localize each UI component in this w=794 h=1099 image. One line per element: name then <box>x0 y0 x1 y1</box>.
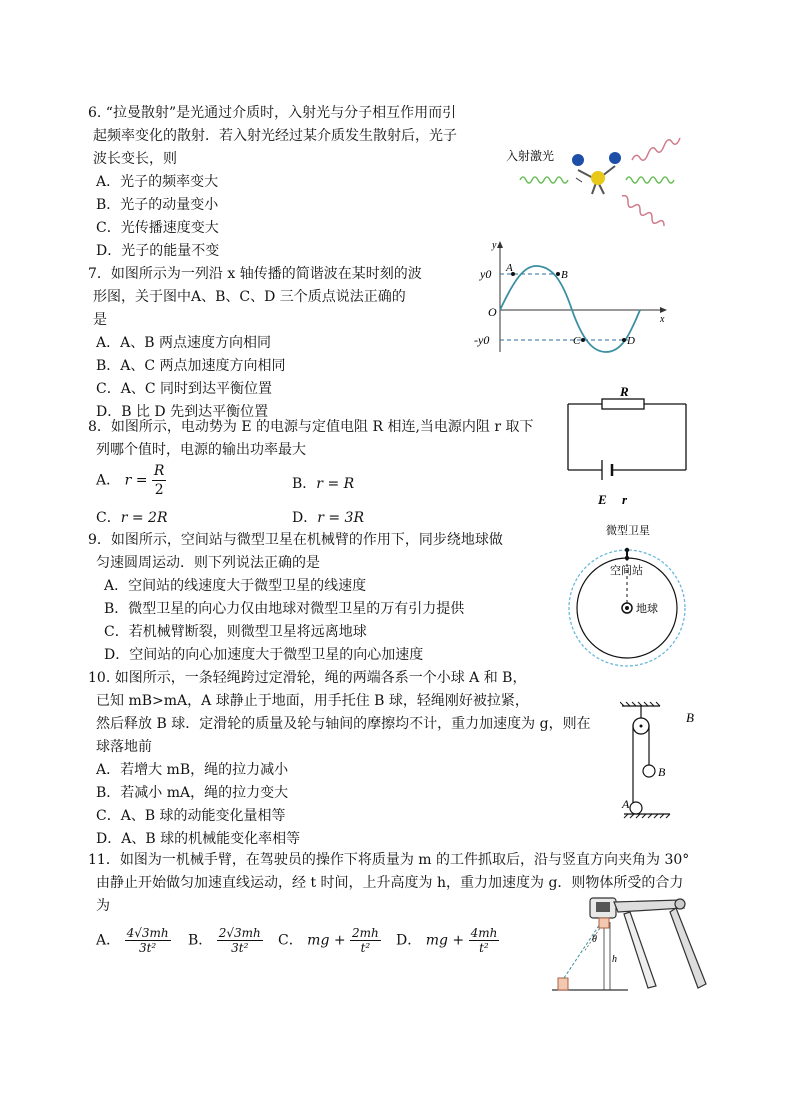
q11-option-d: D． mg + $\frac{4mh}{\text{t²}}$ <box>396 926 498 955</box>
label-b-side: B <box>686 710 694 725</box>
theta-label: θ <box>592 934 597 945</box>
q7-stem-line2: 形图，关于图中A、B、C、D 三个质点说法正确的 <box>93 289 406 305</box>
scattered-wave-straight <box>626 177 674 183</box>
point-d <box>622 338 626 342</box>
point-c <box>581 338 585 342</box>
q8-stem-line1: 8．如图所示，电动势为 E 的电源与定值电阻 R 相连,当电源内阻 r 取下 <box>88 419 534 435</box>
q9-orbit-figure <box>552 520 702 670</box>
incident-wave <box>520 177 568 183</box>
q8-circuit-figure <box>560 382 694 510</box>
q9-option-d: D．空间站的向心加速度大于微型卫星的向心加速度 <box>104 647 424 663</box>
wave-curve <box>500 266 640 352</box>
q6-stem-line1: 6. “拉曼散射”是光通过介质时，入射光与分子相互作用而引 <box>88 105 457 121</box>
q10-option-c: C．A、B 球的动能变化量相等 <box>96 808 286 824</box>
q10-stem-line2: 已知 mB>mA，A 球静止于地面，用手托住 B 球，轻绳刚好被拉紧， <box>96 693 529 709</box>
molecule-blue-left <box>572 154 584 166</box>
q6-stem-line2: 起频率变化的散射．若入射光经过某介质发生散射后，光子 <box>93 128 457 144</box>
earth-label: 地球 <box>636 603 658 615</box>
q10-stem-line3: 然后释放 B 球．定滑轮的质量及轮与轴间的摩擦均不计，重力加速度为 g，则在 <box>96 716 591 732</box>
q11-option-c: C． mg + $\frac{2mh}{\text{t²}}$ <box>278 926 379 955</box>
q6-option-a: A．光子的频率变大 <box>96 174 219 190</box>
q11-stem-line2: 由静止开始做匀加速直线运动，经 t 时间，上升高度为 h，重力加速度为 g．则物体所受的合力 <box>96 875 684 891</box>
ball-a <box>630 802 642 814</box>
q8-option-d: D．r = 3R <box>292 510 365 526</box>
x-axis-label: x <box>660 314 665 325</box>
satellite-dot <box>625 548 629 552</box>
q10-stem-line4: 球落地前 <box>96 739 152 755</box>
satellite-label: 微型卫星 <box>606 525 650 537</box>
scattered-wave-lower <box>622 196 664 226</box>
resistor <box>602 399 644 409</box>
h-label: h <box>612 954 617 965</box>
station-dot <box>625 556 629 560</box>
molecule-blue-right <box>609 152 621 164</box>
q7-stem-line1: 7．如图所示为一列沿 x 轴传播的简谐波在某时刻的波 <box>88 266 422 282</box>
molecule-yellow <box>591 171 605 185</box>
q6-stem-line3: 波长变长，则 <box>93 151 177 167</box>
q10-stem-line1: 10. 如图所示，一条轻绳跨过定滑轮，绳的两端各系一个小球 A 和 B， <box>88 670 527 686</box>
scattered-wave-upper <box>632 138 680 160</box>
label-a: A <box>506 262 513 274</box>
neg-y0-label: -y0 <box>474 333 490 347</box>
y0-label: y0 <box>480 267 492 281</box>
q6-figure-label: 入射激光 <box>506 149 555 163</box>
q9-option-a: A．空间站的线速度大于微型卫星的线速度 <box>104 578 367 594</box>
q7-option-d: D．B 比 D 先到达平衡位置 <box>96 404 269 420</box>
ball-b <box>643 765 655 777</box>
q10-option-b: B．若减小 mA，绳的拉力变大 <box>96 785 289 801</box>
workpiece-start <box>558 978 568 990</box>
label-b: B <box>658 765 666 779</box>
q10-pulley-figure <box>620 700 720 820</box>
q6-option-b: B．光子的动量变小 <box>96 197 219 213</box>
label-d: D <box>627 335 635 347</box>
q7-option-c: C．A、C 同时到达平衡位置 <box>96 381 272 397</box>
q10-option-d: D．A、B 球的机械能变化率相等 <box>96 831 301 847</box>
label-c: C <box>573 335 581 347</box>
q8-option-a-fraction: $\frac{R}{2}$ <box>153 463 165 498</box>
q8-option-a: A． r = $\frac{R}{2}$ <box>96 463 165 498</box>
point-b <box>556 272 560 276</box>
q11-robot-arm-figure <box>548 892 718 994</box>
q6-option-d: D．光子的能量不变 <box>96 243 220 259</box>
q9-stem-line2: 匀速圆周运动．则下列说法正确的是 <box>96 555 320 571</box>
q11-option-a: A． $\frac{4√3mh}{\text{3t²}}$ <box>96 926 169 955</box>
q9-option-b: B．微型卫星的向心力仅由地球对微型卫星的万有引力提供 <box>104 601 465 617</box>
q8-stem-line2: 列哪个值时，电源的输出功率最大 <box>96 442 306 458</box>
q7-option-a: A．A、B 两点速度方向相同 <box>96 335 271 351</box>
q7-wave-figure <box>472 238 672 356</box>
q10-option-a: A．若增大 mB，绳的拉力减小 <box>96 762 289 778</box>
q9-option-c: C．若机械臂断裂，则微型卫星将远离地球 <box>104 624 367 640</box>
station-label: 空间站 <box>610 565 643 577</box>
q11-stem-line1: 11．如图为一机械手臂，在驾驶员的操作下将质量为 m 的工件抓取后，沿与竖直方向夹角为 30° <box>88 852 690 868</box>
q8-option-c: C．r = 2R <box>96 510 168 526</box>
q11-stem-line3: 为 <box>96 898 110 914</box>
motion-path <box>564 918 604 978</box>
label-b: B <box>561 269 568 281</box>
q8-option-b: B．r = R <box>292 476 355 492</box>
resistor-label: R <box>620 384 629 399</box>
q6-raman-figure <box>500 130 700 240</box>
workpiece-held <box>599 918 609 928</box>
internal-resistance-label: r <box>622 492 628 507</box>
origin-label: O <box>488 305 497 319</box>
q6-option-c: C．光传播速度变大 <box>96 220 219 236</box>
y-axis-label: y <box>492 240 497 251</box>
q9-stem-line1: 9．如图所示，空间站与微型卫星在机械臂的作用下，同步绕地球做 <box>88 532 503 548</box>
q7-stem-line3: 是 <box>93 312 107 328</box>
emf-label: E <box>598 492 607 507</box>
q7-option-b: B．A、C 两点加速度方向相同 <box>96 358 286 374</box>
arm-hydraulic <box>624 912 656 988</box>
q11-option-b: B． $\frac{2√3mh}{\text{3t²}}$ <box>188 926 261 955</box>
label-a: A <box>622 797 630 811</box>
arm-segment-lower <box>670 908 706 988</box>
